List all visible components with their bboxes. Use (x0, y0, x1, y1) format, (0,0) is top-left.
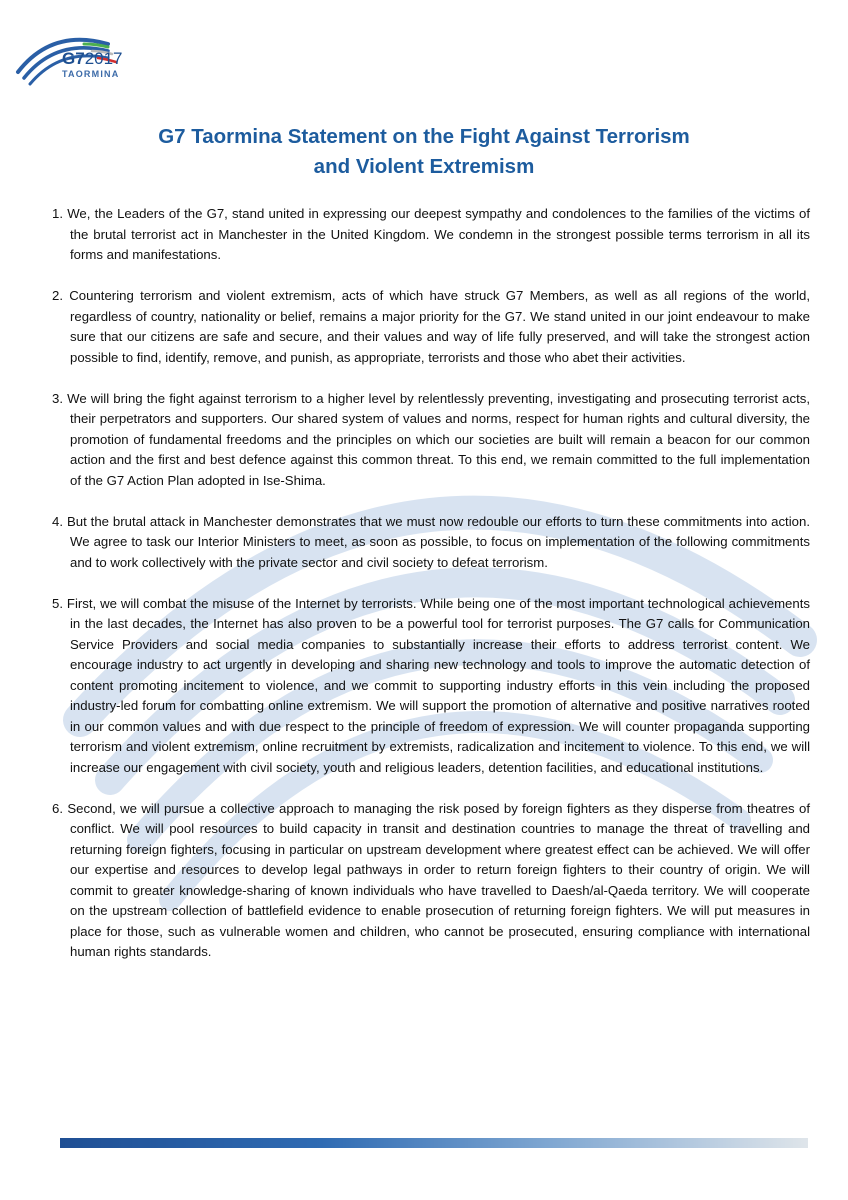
paragraph-text: But the brutal attack in Manchester demonstrates that we must now redouble our efforts to turn these commitments into action. We agree to task our Interior Ministers to meet, as soon as possible, to focus on implementation of the following commitments and to work collectively with the private sector and civil society to defeat terrorism. (66, 513, 810, 570)
logo-year: 2017 (84, 49, 123, 68)
paragraph-6 (52, 799, 810, 963)
paragraph-5 (52, 594, 810, 779)
paragraph-number: 1. (52, 206, 63, 221)
logo-brand: G7 (62, 49, 85, 68)
paragraph-4 (52, 512, 810, 574)
paragraph-3 (52, 389, 810, 492)
title-line-2: and Violent Extremism (313, 155, 535, 178)
paragraph-number: 6. (52, 800, 63, 816)
paragraph-text: Second, we will pursue a collective approach to managing the risk posed by foreign fighters as they disperse from theatres of conflict. We will pool resources to build capacity in transit and destination countries to manage the threat of travelling and returning foreign fighters, focusing in particular on upstream development where greatest effect can be achieved. We will offer our expertise and resources to develop legal pathways in order to return foreign fighters to their country of origin. We will commit to greater knowledge-sharing of known individuals who have travelled to Daesh/al-Qaeda territory. We will cooperate on the upstream collection of battlefield evidence to enable prosecution of returning foreign fighters. We will put measures in place for those, such as vulnerable women and children, who cannot be prosecuted, ensuring compliance with international human rights standards. (67, 800, 810, 959)
paragraph-number: 4. (52, 513, 63, 529)
title-line-1: G7 Taormina Statement on the Fight Against Terrorism (158, 125, 690, 148)
paragraph-number: 5. (52, 595, 63, 611)
paragraph-text: We will bring the fight against terrorism to a higher level by relentlessly preventing, investigating and prosecuting terrorist acts, their perpetrators and supporters. Our shared system of values and norms, respect for human rights and cultural diversity, the promotion of fundamental freedoms and the principles on which our societies are built will remain a beacon for our common action and the first and best defence against this common threat. To this end, we remain committed to the full implementation of the G7 Action Plan adopted in Ise-Shima. (67, 390, 811, 488)
paragraph-text: First, we will combat the misuse of the Internet by terrorists. While being one of the most important technological achievements in the last decades, the Internet has also proven to be a powerful tool for terrorist purposes. The G7 calls for Communication Service Providers and social media companies to substantially increase their efforts to address terrorist content. We encourage industry to act urgently in developing and sharing new technology and tools to improve the automatic detection of content promoting incitement to violence, and we commit to supporting industry efforts in this vein including the proposed industry-led forum for combatting online extremism. We will support the promotion of alternative and positive narratives rooted in our common values and with due respect to the principle of freedom of expression. We will counter propaganda supporting terrorism and violent extremism, online recruitment by extremists, radicalization and incitement to violence. To this end, we will increase our engagement with civil society, youth and religious leaders, detention facilities, and educational institutions. (66, 595, 810, 775)
paragraph-number: 2. (52, 288, 63, 303)
paragraph-2 (52, 286, 810, 368)
statement-body (52, 204, 810, 983)
document-title (0, 122, 848, 182)
footer-gradient-bar (60, 1138, 808, 1148)
paragraph-1 (52, 204, 810, 266)
g7-logo-text (62, 50, 123, 79)
paragraph-text: Countering terrorism and violent extremism, acts of which have struck G7 Members, as well as all regions of the world, regardless of country, nationality or belief, remains a major priority for the G7. We stand united in our joint endeavour to make sure that our citizens are safe and secure, and their values and way of life fully preserved, and will take the strongest action possible to find, identify, remove, and punish, as appropriate, terrorists and those who abet their activities. (69, 288, 810, 365)
logo-city: TAORMINA (62, 69, 120, 79)
paragraph-number: 3. (52, 390, 63, 406)
paragraph-text: We, the Leaders of the G7, stand united in expressing our deepest sympathy and condolences to the families of the victims of the brutal terrorist act in Manchester in the United Kingdom. We condemn in the strongest possible terms terrorism in all its forms and manifestations. (67, 206, 810, 262)
